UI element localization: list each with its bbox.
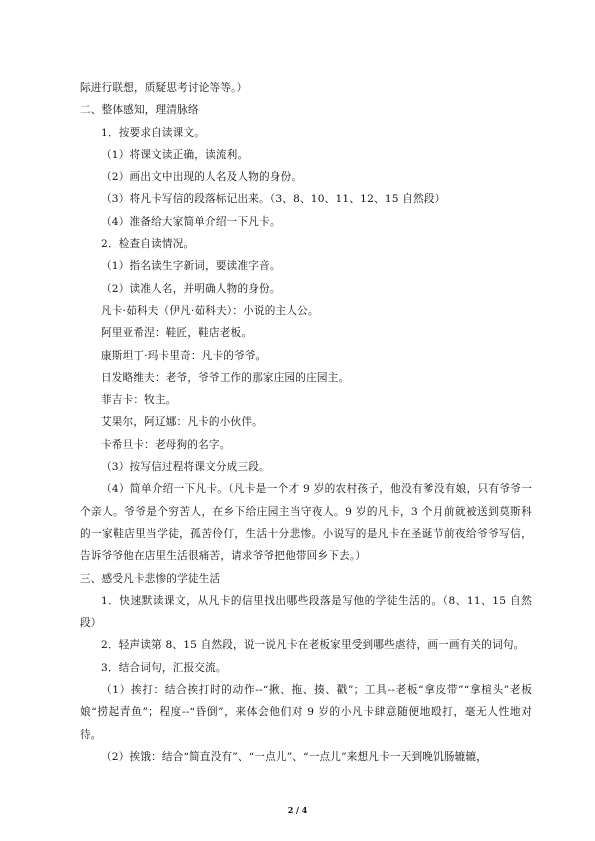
text-line: （4）准备给大家简单介绍一下凡卡。 <box>101 215 281 228</box>
paragraph: （2）挨饿：结合“简直没有”、“一点儿”、“一点儿”来想凡卡一天到晚饥肠辘辘， <box>101 750 488 763</box>
text-line: 3．结合词句，汇报交流。 <box>101 661 227 674</box>
section-heading: 三、感受凡卡悲惨的学徒生活 <box>80 572 221 585</box>
document-body <box>80 77 532 768</box>
text-line: 1．按要求自读课文。 <box>101 126 206 139</box>
character-entry: 康斯坦丁·玛卡里奇：凡卡的爷爷。 <box>101 349 267 362</box>
text-line: （1）指名读生字新词，要读准字音。 <box>101 260 281 273</box>
text-line: （3）将凡卡写信的段落标记出来。（3、8、10、11、12、15 自然段） <box>101 193 446 206</box>
character-entry: 菲吉卡：牧主。 <box>101 394 177 407</box>
section-heading: 二、整体感知，理清脉络 <box>80 104 199 117</box>
page-number: 2 / 4 <box>287 805 308 815</box>
text-line: （2）画出文中出现的人名及人物的身份。 <box>101 171 303 184</box>
character-entry: 卡希旦卡：老母狗的名字。 <box>101 438 231 451</box>
character-entry: 日发略维夫：老爷，爷爷工作的那家庄园的庄园主。 <box>101 371 350 384</box>
character-entry: 凡卡·茹科夫（伊凡·茹科夫）：小说的主人公。 <box>101 304 319 317</box>
text-line: （2）读准人名，并明确人物的身份。 <box>101 282 281 295</box>
paragraph: 1．快速默读课文，从凡卡的信里找出哪些段落是写他的学徒生活的。（8、11、15 自然段） <box>80 594 532 630</box>
character-entry: 艾果尔，阿辽娜：凡卡的小伙伴。 <box>101 416 263 429</box>
text-line: 际进行联想，质疑思考讨论等等。） <box>80 82 248 94</box>
paragraph: （1）挨打：结合挨打时的动作--“揪、拖、揍、戳”；工具--老板“拿皮带”“拿楦头”老板娘“捞起青鱼”；程度--“昏倒”，来体会他们对 9 岁的小凡卡肆意随便地殴打，毫无人性地对待。 <box>80 684 532 741</box>
text-line: 2．检查自读情况。 <box>101 238 195 251</box>
text-line: 2．轻声读第 8、15 自然段，说一说凡卡在老板家里受到哪些虐待，画一画有关的词句。 <box>101 639 525 652</box>
text-line: （3）按写信过程将课文分成三段。 <box>101 461 270 474</box>
paragraph: （4）简单介绍一下凡卡。（凡卡是一个才 9 岁的农村孩子，他没有爹没有娘，只有爷爷一个亲人。爷爷是个穷苦人，在乡下给庄园主当守夜人。9 岁的凡卡，3 个月前就被送到莫斯科的一家鞋店里当学徒，孤苦伶仃，生活十分悲惨。小说写的是凡卡在圣诞节前夜给爷爷写信，告诉爷爷他在店里生活很痛苦，请求爷爷把他带回乡下去。） <box>80 483 532 563</box>
text-line: （1）将课文读正确，读流利。 <box>101 148 249 161</box>
character-entry: 阿里亚希涅：鞋匠，鞋店老板。 <box>101 327 253 340</box>
